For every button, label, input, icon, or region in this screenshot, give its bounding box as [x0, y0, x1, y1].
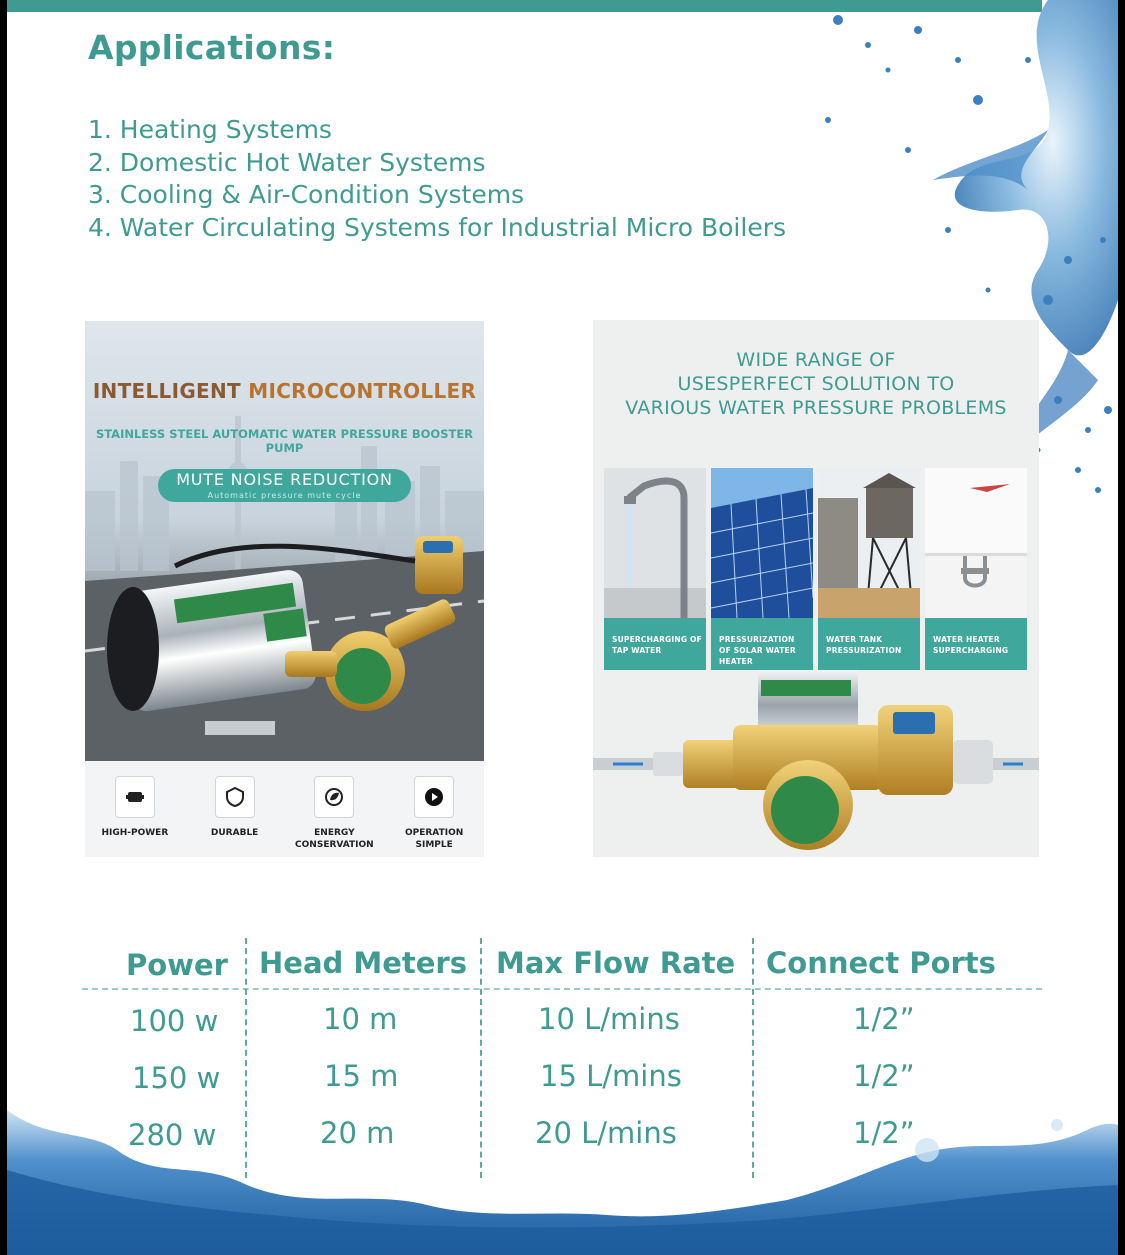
column-divider — [752, 938, 754, 1178]
shield-icon — [215, 776, 255, 818]
leaf-icon — [314, 776, 354, 818]
headline-line: USESPERFECT SOLUTION TO — [677, 373, 955, 395]
header-connect-ports: Connect Ports — [766, 946, 996, 980]
column-divider — [480, 938, 482, 1178]
application-item: 1. Heating Systems — [88, 115, 332, 144]
badge-label: MUTE NOISE REDUCTION — [176, 470, 393, 489]
feature-label: HIGH-POWER — [101, 828, 169, 838]
header-power: Power — [126, 948, 228, 982]
pump-assembly-illustration — [593, 670, 1039, 857]
header-divider — [82, 988, 1042, 990]
headline-line: WIDE RANGE OF — [736, 349, 896, 371]
mute-noise-badge — [158, 469, 411, 502]
water-heater-icon — [925, 468, 1027, 618]
applications-title: Applications: — [88, 28, 336, 67]
feature-high-power — [90, 761, 180, 857]
tile-caption: WATER HEATER SUPERCHARGING — [933, 635, 1009, 655]
left-frame-border — [0, 0, 7, 1255]
cell-port: 1/2” — [853, 1002, 915, 1036]
feature-label: DURABLE — [210, 828, 259, 838]
header-max-flow-rate: Max Flow Rate — [496, 946, 736, 980]
feature-operation-simple — [389, 761, 479, 857]
right-frame-border — [1118, 0, 1125, 1255]
column-divider — [245, 938, 247, 1178]
tile-caption: SUPERCHARGING OF TAP WATER — [612, 635, 702, 655]
header-head-meters: Head Meters — [259, 946, 467, 980]
cell-power: 280 w — [128, 1118, 217, 1152]
use-case-tiles — [604, 468, 1027, 670]
badge-sublabel: Automatic pressure mute cycle — [207, 491, 362, 500]
cell-flow: 10 L/mins — [538, 1002, 680, 1036]
motor-icon — [115, 776, 155, 818]
intelligent-microcontroller-headline — [85, 379, 484, 403]
feature-durable — [190, 761, 280, 857]
wide-range-headline — [593, 348, 1039, 420]
cell-flow: 20 L/mins — [535, 1116, 677, 1150]
headline-line: VARIOUS WATER PRESSURE PROBLEMS — [625, 397, 1007, 419]
cell-power: 150 w — [132, 1061, 221, 1095]
cell-port: 1/2” — [853, 1116, 915, 1150]
application-item: 4. Water Circulating Systems for Industrial Micro Boilers — [88, 212, 787, 242]
water-tower-icon — [818, 468, 920, 618]
cell-port: 1/2” — [853, 1059, 915, 1093]
tile-water-tank — [818, 468, 920, 670]
solar-panel-icon — [711, 468, 813, 618]
application-item: 3. Cooling & Air-Condition Systems — [88, 180, 525, 209]
cell-power: 100 w — [130, 1004, 219, 1038]
product-image-right — [593, 320, 1039, 857]
booster-pump-illustration — [85, 521, 484, 761]
tile-water-heater — [925, 468, 1027, 670]
play-icon — [414, 776, 454, 818]
applications-list — [88, 114, 786, 244]
cell-head: 15 m — [324, 1059, 399, 1093]
spec-table — [82, 938, 1042, 1178]
tile-solar-heater — [711, 468, 813, 670]
booster-pump-subtitle: STAINLESS STEEL AUTOMATIC WATER PRESSURE BOOSTER PUMP — [95, 427, 474, 455]
headline-part-2: MICROCONTROLLER — [248, 379, 477, 403]
faucet-icon — [604, 468, 706, 618]
cell-head: 20 m — [320, 1116, 395, 1150]
tile-caption: WATER TANK PRESSURIZATION — [826, 635, 902, 655]
feature-energy-conservation — [289, 761, 379, 857]
feature-label: OPERATION SIMPLE — [404, 828, 464, 850]
tile-tap-water — [604, 468, 706, 670]
headline-part-1: INTELLIGENT — [92, 379, 249, 403]
application-item: 2. Domestic Hot Water Systems — [88, 147, 486, 177]
product-image-left — [85, 321, 484, 857]
feature-icons-row — [85, 761, 484, 857]
cell-flow: 15 L/mins — [540, 1059, 682, 1093]
tile-caption: PRESSURIZATION OF SOLAR WATER HEATER — [719, 635, 796, 666]
cell-head: 10 m — [323, 1002, 398, 1036]
feature-label: ENERGY CONSERVATION — [295, 828, 374, 850]
